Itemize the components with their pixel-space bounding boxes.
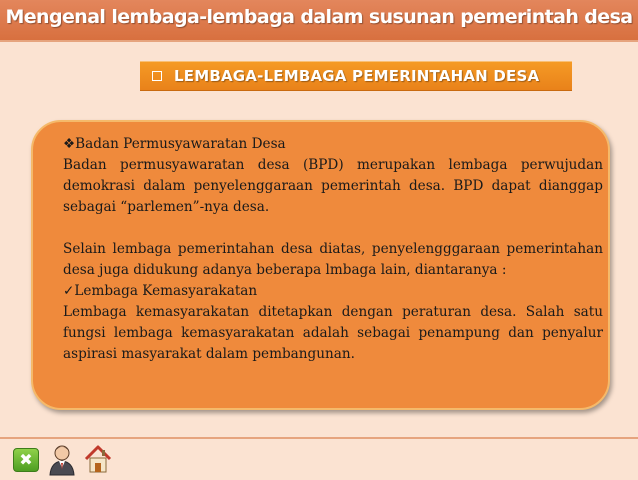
lk-paragraph: Lembaga kemasyarakatan ditetapkan dengan peraturan desa. Salah satu fungsi lembaga kemasyarakatan adalah sebagai penampung dan penyalur aspirasi masyarakat dalam pembangunan.	[63, 304, 603, 362]
exit-button[interactable]	[13, 448, 39, 472]
home-icon	[83, 444, 113, 474]
paragraph-spacer	[63, 218, 603, 239]
content-text	[63, 134, 603, 365]
content-card	[31, 120, 610, 410]
home-button[interactable]	[83, 444, 113, 474]
user-icon	[47, 444, 77, 476]
section-title: LEMBAGA-LEMBAGA PEMERINTAHAN DESA	[174, 67, 540, 85]
header-divider	[0, 40, 638, 42]
bpd-heading: ❖Badan Permusyawaratan Desa	[63, 136, 286, 152]
bpd-paragraph: Badan permusyawaratan desa (BPD) merupakan lembaga perwujudan demokrasi dalam penyelenggaraan pemerintah desa. BPD dapat dianggap sebagai “parlemen”-nya desa.	[63, 157, 603, 215]
close-icon: ✖	[19, 450, 33, 469]
square-bullet-icon	[152, 71, 162, 81]
lk-heading: ✓Lembaga Kemasyarakatan	[63, 283, 258, 299]
user-button[interactable]	[47, 444, 77, 476]
page-title: Mengenal lembaga-lembaga dalam susunan pemerintah desa	[5, 6, 633, 28]
other-institutions-paragraph: Selain lembaga pemerintahan desa diatas, penyelengggaraan pemerintahan desa juga didukung adanya beberapa lmbaga lain, diantaranya :	[63, 241, 603, 278]
section-banner	[140, 61, 572, 91]
